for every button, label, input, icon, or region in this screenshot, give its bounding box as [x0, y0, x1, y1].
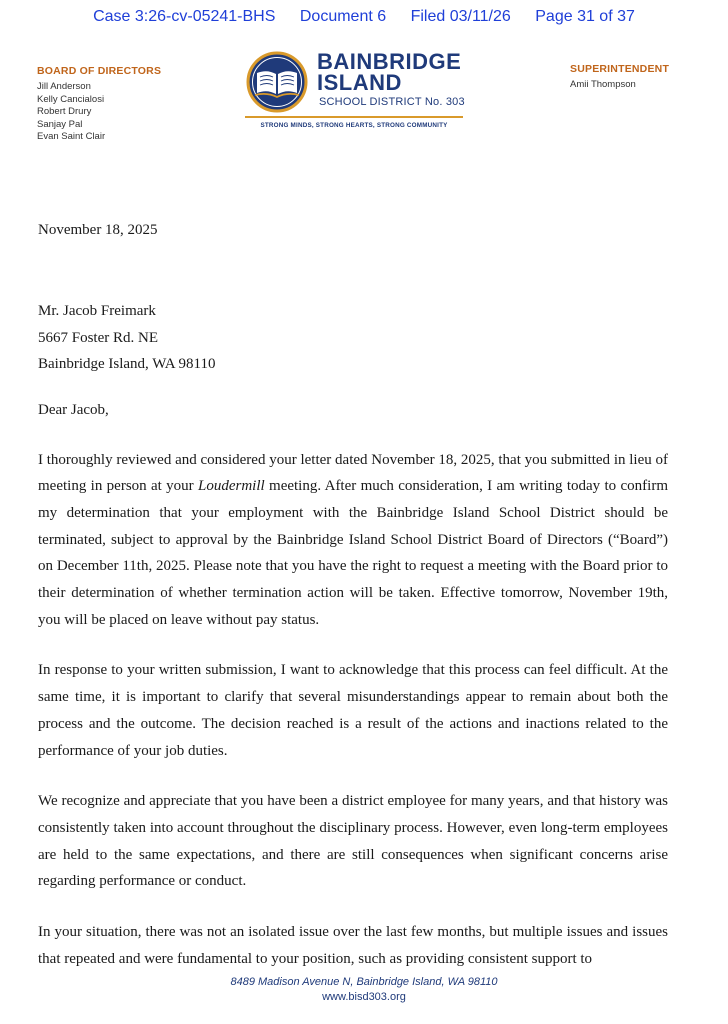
page-number: Page 31 of 37	[535, 8, 635, 25]
letter-body	[38, 220, 668, 987]
case-number: Case 3:26-cv-05241-BHS	[93, 8, 276, 25]
superintendent-title: SUPERINTENDENT	[570, 63, 670, 75]
district-logo	[245, 51, 463, 133]
recipient-address	[38, 298, 668, 378]
open-book-emblem-icon	[245, 51, 309, 113]
recipient-name: Mr. Jacob Freimark	[38, 303, 156, 319]
logo-divider	[245, 116, 463, 118]
board-member-list	[37, 81, 161, 144]
superintendent-name: Amii Thompson	[570, 79, 636, 90]
court-filing-header	[0, 8, 728, 26]
recipient-city: Bainbridge Island, WA 98110	[38, 356, 216, 372]
district-tagline: STRONG MINDS, STRONG HEARTS, STRONG COMMUNITY	[260, 122, 448, 129]
paragraph-3: We recognize and appreciate that you have been a district employee for many years, and that history was consistently taken into account throughout the disciplinary process. However, even long-term employees are held to the same expectations, and there are still consequences when significant concerns arise regarding performance or conduct.	[38, 793, 668, 890]
board-member: Robert Drury	[37, 106, 92, 117]
board-member: Kelly Cancialosi	[37, 93, 105, 105]
paragraph-1: I thoroughly reviewed and considered your letter dated November 18, 2025, that you submitted in lieu of meeting in person at your Loudermill meeting. After much consideration, I am writing today to confirm my determination that your employment with the Bainbridge Island School District should be terminated, subject to approval by the Bainbridge Island School District Board of Directors (“Board”) on December 11th, 2025. Please note that you have the right to request a meeting with the Board prior to their determination of whether termination action will be taken. Effective tomorrow, November 19th, you will be placed on leave without pay status.	[38, 451, 668, 628]
board-of-directors	[37, 65, 161, 144]
letter-footer	[0, 975, 728, 1005]
salutation: Dear Jacob,	[38, 401, 109, 418]
footer-website[interactable]: www.bisd303.org	[322, 991, 406, 1003]
recipient-street: 5667 Foster Rd. NE	[38, 329, 158, 346]
paragraph-4: In your situation, there was not an isolated issue over the last few months, but multiple issues and issues that repeated and were fundamental to your position, such as providing consistent support to	[38, 924, 668, 967]
board-member: Jill Anderson	[37, 81, 91, 92]
filed-date: Filed 03/11/26	[410, 8, 511, 25]
district-subtitle: SCHOOL DISTRICT No. 303	[319, 96, 465, 108]
board-title: BOARD OF DIRECTORS	[37, 65, 162, 77]
board-member: Evan Saint Clair	[37, 131, 106, 142]
superintendent-block	[570, 63, 669, 92]
board-member: Sanjay Pal	[37, 118, 83, 130]
paragraph-2: In response to your written submission, I want to acknowledge that this process can feel difficult. At the same time, it is important to clarify that several misunderstandings appear to remain about both the process and the outcome. The decision reached is a result of the actions and inactions related to the performance of your job duties.	[38, 662, 668, 759]
footer-address: 8489 Madison Avenue N, Bainbridge Island, WA 98110	[230, 976, 498, 988]
letter-date: November 18, 2025	[38, 222, 158, 238]
district-name: BAINBRIDGE ISLAND	[317, 49, 462, 95]
document-number: Document 6	[299, 8, 387, 25]
